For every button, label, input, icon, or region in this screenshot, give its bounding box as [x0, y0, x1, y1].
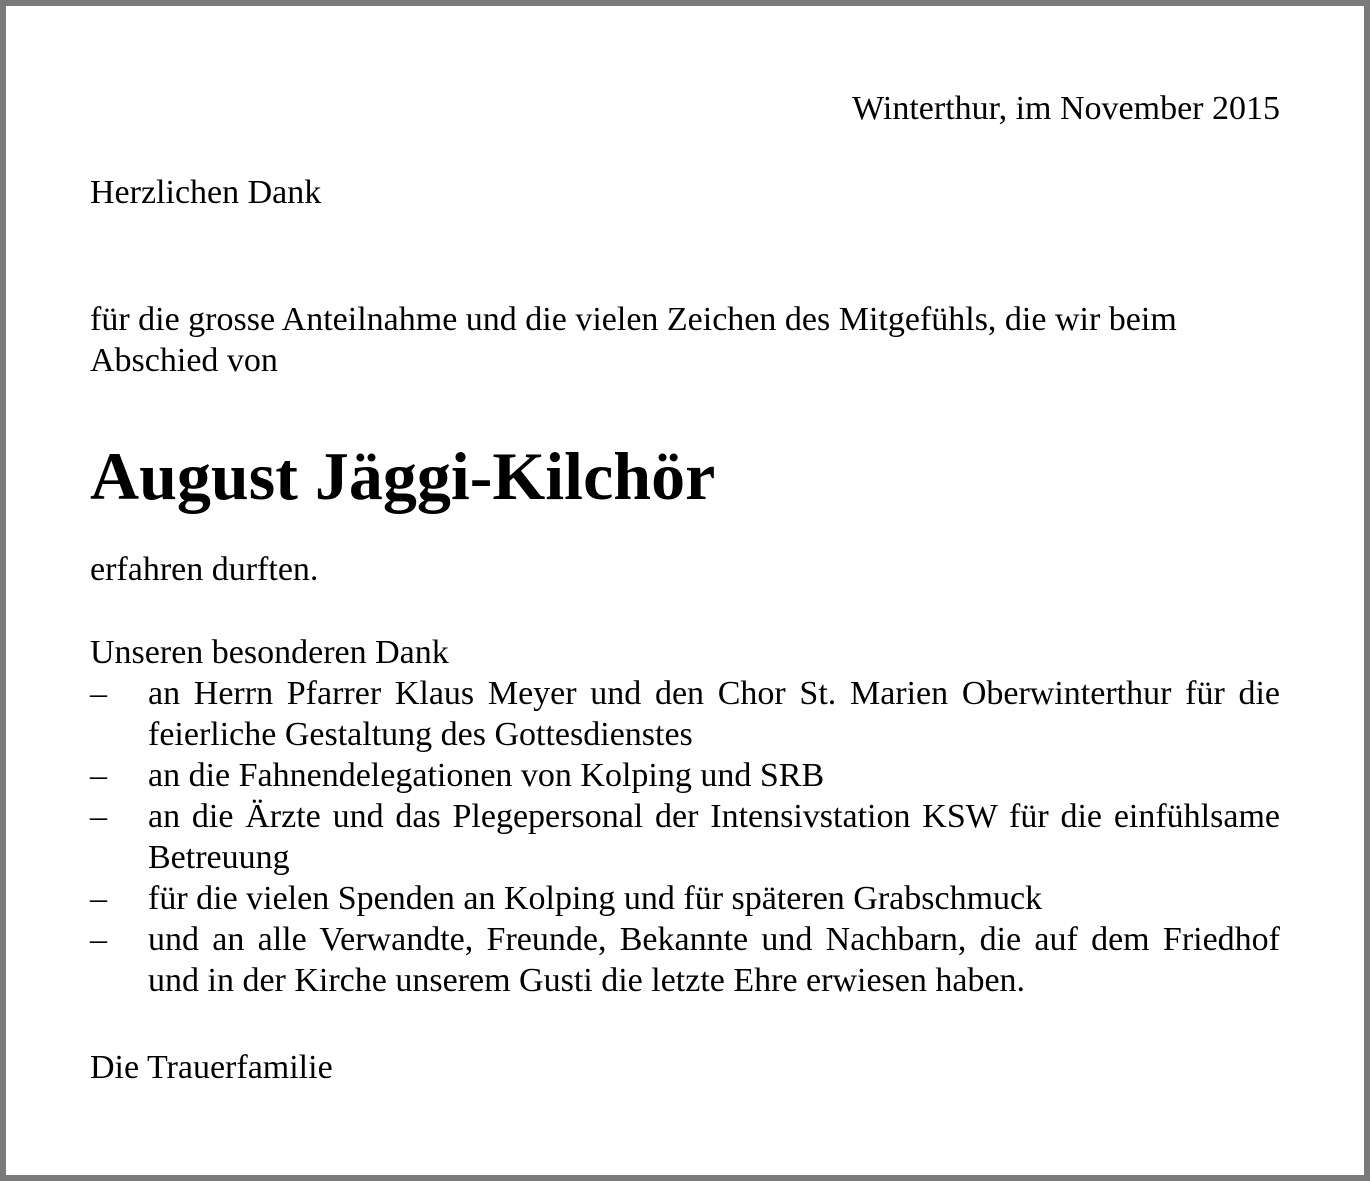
list-item-text: an die Ärzte und das Plegepersonal der Intensivstation KSW für die einfühlsame Betreuung	[148, 798, 1280, 876]
list-item-text: für die vielen Spenden an Kolping und für späteren Grabschmuck	[148, 880, 1043, 917]
thanks-list	[90, 673, 1280, 1001]
list-item	[90, 673, 1280, 755]
list-item-text: an Herrn Pfarrer Klaus Meyer und den Chor St. Marien Oberwinterthur für die feierliche Gestaltung des Gottesdienstes	[148, 675, 1280, 753]
intro-end: erfahren durften.	[90, 551, 319, 588]
place-date: Winterthur, im November 2015	[852, 90, 1280, 127]
special-thanks-heading: Unseren besonderen Dank	[90, 634, 449, 671]
list-item	[90, 878, 1280, 919]
dash-bullet: –	[90, 675, 107, 712]
list-item-text: und an alle Verwandte, Freunde, Bekannte und Nachbarn, die auf dem Friedhof und in der Kirche unserem Gusti die letzte Ehre erwiesen haben.	[148, 921, 1280, 999]
intro-text: für die grosse Anteilnahme und die vielen Zeichen des Mitgefühls, die wir beim Abschied von	[90, 301, 1177, 379]
dash-bullet: –	[90, 757, 107, 794]
greeting: Herzlichen Dank	[90, 174, 322, 211]
deceased-name: August Jäggi-Kilchör	[90, 438, 716, 514]
special-thanks-block	[90, 632, 1280, 1001]
dash-bullet: –	[90, 880, 107, 917]
list-item	[90, 796, 1280, 878]
list-item-text: an die Fahnendelegationen von Kolping und SRB	[148, 757, 825, 794]
signature: Die Trauerfamilie	[90, 1049, 333, 1086]
list-item	[90, 919, 1280, 1001]
list-item	[90, 755, 1280, 796]
dash-bullet: –	[90, 798, 107, 835]
dash-bullet: –	[90, 921, 107, 958]
